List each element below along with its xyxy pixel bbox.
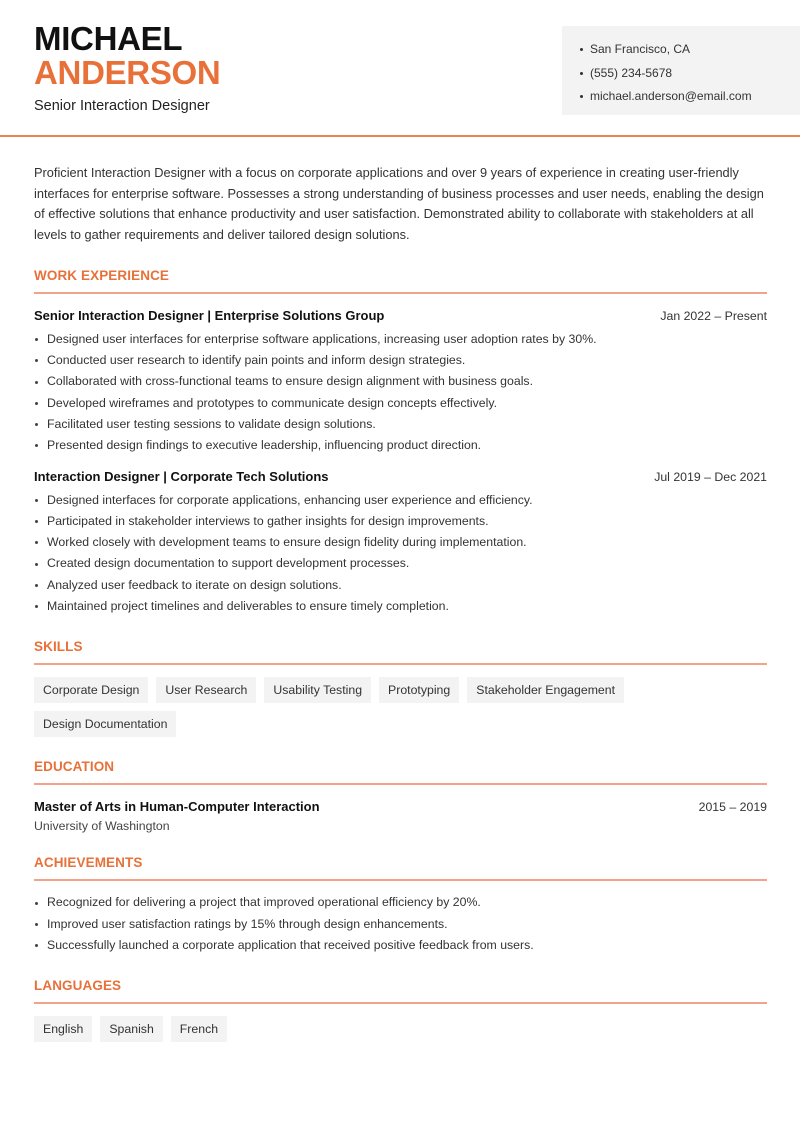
education-dates: 2015 – 2019 [698, 800, 767, 815]
contact-phone [580, 62, 800, 86]
bullet-icon [35, 944, 38, 947]
bullet-icon [35, 444, 38, 447]
job-dates: Jul 2019 – Dec 2021 [654, 469, 767, 484]
skill-tag: Stakeholder Engagement [467, 677, 624, 703]
last-name: ANDERSON [34, 54, 221, 91]
list-item: Presented design findings to executive leadership, influencing product direction. [34, 435, 767, 456]
section-title: LANGUAGES [34, 978, 767, 1004]
language-tag: French [171, 1016, 227, 1042]
list-item: Collaborated with cross-functional teams to ensure design alignment with business goals. [34, 371, 767, 392]
list-item: Maintained project timelines and deliverables to ensure timely completion. [34, 596, 767, 617]
job-title: Senior Interaction Designer [34, 98, 210, 114]
education-header [34, 799, 767, 814]
education-entry [34, 799, 767, 833]
phone-text: (555) 234-5678 [590, 65, 673, 80]
location-text: San Francisco, CA [590, 42, 691, 56]
bullet-icon [35, 520, 38, 523]
contact-email [580, 85, 800, 109]
section-achievements [34, 855, 767, 956]
summary: Proficient Interaction Designer with a focus on corporate applications and over 9 years of experience in creating user-friendly interfaces for enterprise software. Possesses a strong understanding of business processes and user needs, enabling the design of effective solutions that enhance productivity and user satisfaction. Demonstrated ability to collaborate with stakeholders at all levels to gather requirements and deliver tailored design solutions. [34, 165, 764, 243]
job-role: Interaction Designer | Corporate Tech Solutions [34, 468, 329, 484]
bullet-icon [580, 48, 583, 51]
skill-tag: Design Documentation [34, 711, 176, 737]
bullet-icon [35, 338, 38, 341]
bullet-icon [35, 381, 38, 384]
degree: Master of Arts in Human-Computer Interaction [34, 799, 320, 815]
job-role: Senior Interaction Designer | Enterprise Solutions Group [34, 307, 385, 323]
name-block [34, 22, 220, 114]
bullet-icon [35, 605, 38, 608]
skill-tag: Corporate Design [34, 677, 148, 703]
bullet-icon [35, 902, 38, 905]
section-work-experience [34, 268, 767, 618]
first-name: MICHAEL [34, 20, 183, 57]
list-item: Facilitated user testing sessions to validate design solutions. [34, 414, 767, 435]
list-item: Improved user satisfaction ratings by 15% through design enhancements. [34, 914, 767, 935]
section-skills [34, 639, 767, 737]
bullet-icon [580, 95, 583, 98]
language-tags [34, 1016, 767, 1042]
bullet-icon [35, 402, 38, 405]
job-entry [34, 308, 767, 457]
contact-box [562, 26, 800, 115]
bullet-icon [35, 563, 38, 566]
resume-header [0, 0, 800, 137]
bullet-icon [35, 541, 38, 544]
list-item: Designed user interfaces for enterprise software applications, increasing user adoption rates by 30%. [34, 329, 767, 350]
skill-tag: Prototyping [379, 677, 459, 703]
bullet-icon [35, 923, 38, 926]
list-item: Analyzed user feedback to iterate on design solutions. [34, 575, 767, 596]
section-education [34, 759, 767, 833]
section-title: ACHIEVEMENTS [34, 855, 767, 881]
resume-body [34, 163, 767, 1042]
header-divider [0, 135, 800, 137]
bullet-icon [35, 499, 38, 502]
language-tag: English [34, 1016, 92, 1042]
list-item: Developed wireframes and prototypes to communicate design concepts effectively. [34, 393, 767, 414]
email-text: michael.anderson@email.com [590, 89, 752, 103]
list-item: Participated in stakeholder interviews to gather insights for design improvements. [34, 511, 767, 532]
achievement-list [34, 892, 767, 956]
bullet-icon [35, 423, 38, 426]
job-bullets [34, 490, 767, 618]
job-header [34, 308, 767, 323]
skill-tag: User Research [156, 677, 256, 703]
bullet-icon [35, 584, 38, 587]
job-dates: Jan 2022 – Present [660, 308, 767, 323]
language-tag: Spanish [100, 1016, 162, 1042]
bullet-icon [580, 72, 583, 75]
skill-tag: Usability Testing [264, 677, 371, 703]
section-title: WORK EXPERIENCE [34, 268, 767, 294]
skills-tags [34, 677, 767, 737]
list-item: Designed interfaces for corporate applications, enhancing user experience and efficiency. [34, 490, 767, 511]
job-bullets [34, 329, 767, 457]
list-item: Worked closely with development teams to ensure design fidelity during implementation. [34, 532, 767, 553]
section-languages [34, 978, 767, 1042]
job-entry [34, 469, 767, 618]
section-title: SKILLS [34, 639, 767, 665]
list-item: Recognized for delivering a project that improved operational efficiency by 20%. [34, 892, 767, 913]
list-item: Conducted user research to identify pain points and inform design strategies. [34, 350, 767, 371]
school: University of Washington [34, 819, 170, 834]
section-title: EDUCATION [34, 759, 767, 785]
bullet-icon [35, 359, 38, 362]
job-header [34, 469, 767, 484]
list-item: Created design documentation to support development processes. [34, 553, 767, 574]
contact-location [580, 38, 800, 62]
list-item: Successfully launched a corporate application that received positive feedback from users. [34, 935, 767, 956]
